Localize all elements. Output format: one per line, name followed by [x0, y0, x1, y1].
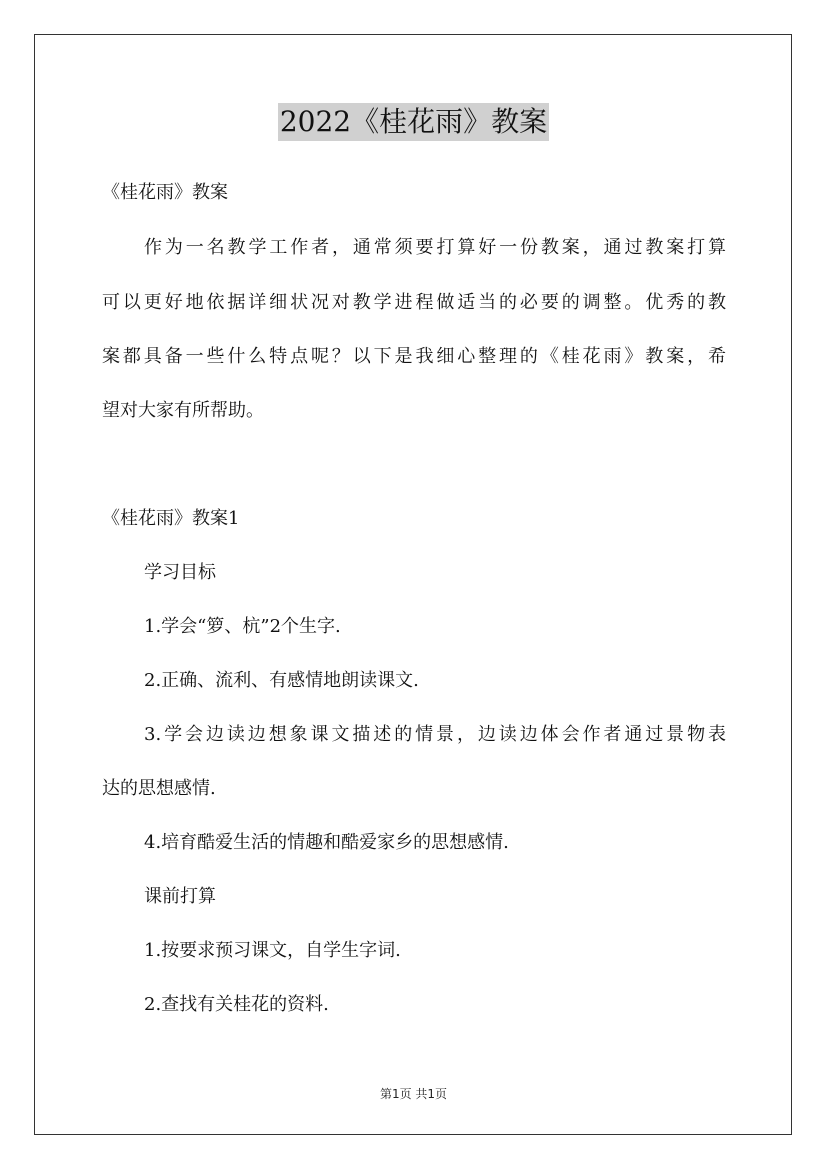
goal-item-4: 4.培育酷爱生活的情趣和酷爱家乡的思想感情. — [144, 832, 509, 853]
goal-item-3: 3.学会边读边想象课文描述的情景，边读边体会作者通过景物表 — [144, 724, 726, 745]
page-title: 2022《桂花雨》教案 — [278, 103, 549, 141]
page-footer: 第1页 共1页 — [379, 1087, 448, 1101]
prep-item-1: 1.按要求预习课文，自学生字词. — [144, 940, 401, 961]
goal-item-1: 1.学会“箩、杭”2个生字. — [144, 616, 341, 637]
section-heading: 《桂花雨》教案1 — [102, 508, 240, 529]
goals-heading: 学习目标 — [144, 562, 216, 583]
prep-heading: 课前打算 — [144, 886, 216, 907]
intro-line-4: 望对大家有所帮助。 — [102, 400, 264, 421]
goal-item-3-cont: 达的思想感情. — [102, 778, 216, 799]
intro-line-3: 案都具备一些什么特点呢？以下是我细心整理的《桂花雨》教案，希 — [102, 346, 726, 367]
title-wrap — [0, 103, 827, 141]
intro-line-2: 可以更好地依据详细状况对教学进程做适当的必要的调整。优秀的教 — [102, 292, 726, 313]
subtitle: 《桂花雨》教案 — [102, 182, 228, 203]
intro-line-1: 作为一名教学工作者，通常须要打算好一份教案，通过教案打算 — [144, 237, 726, 258]
goal-item-2: 2.正确、流利、有感情地朗读课文. — [144, 670, 419, 691]
prep-item-2: 2.查找有关桂花的资料. — [144, 994, 329, 1015]
